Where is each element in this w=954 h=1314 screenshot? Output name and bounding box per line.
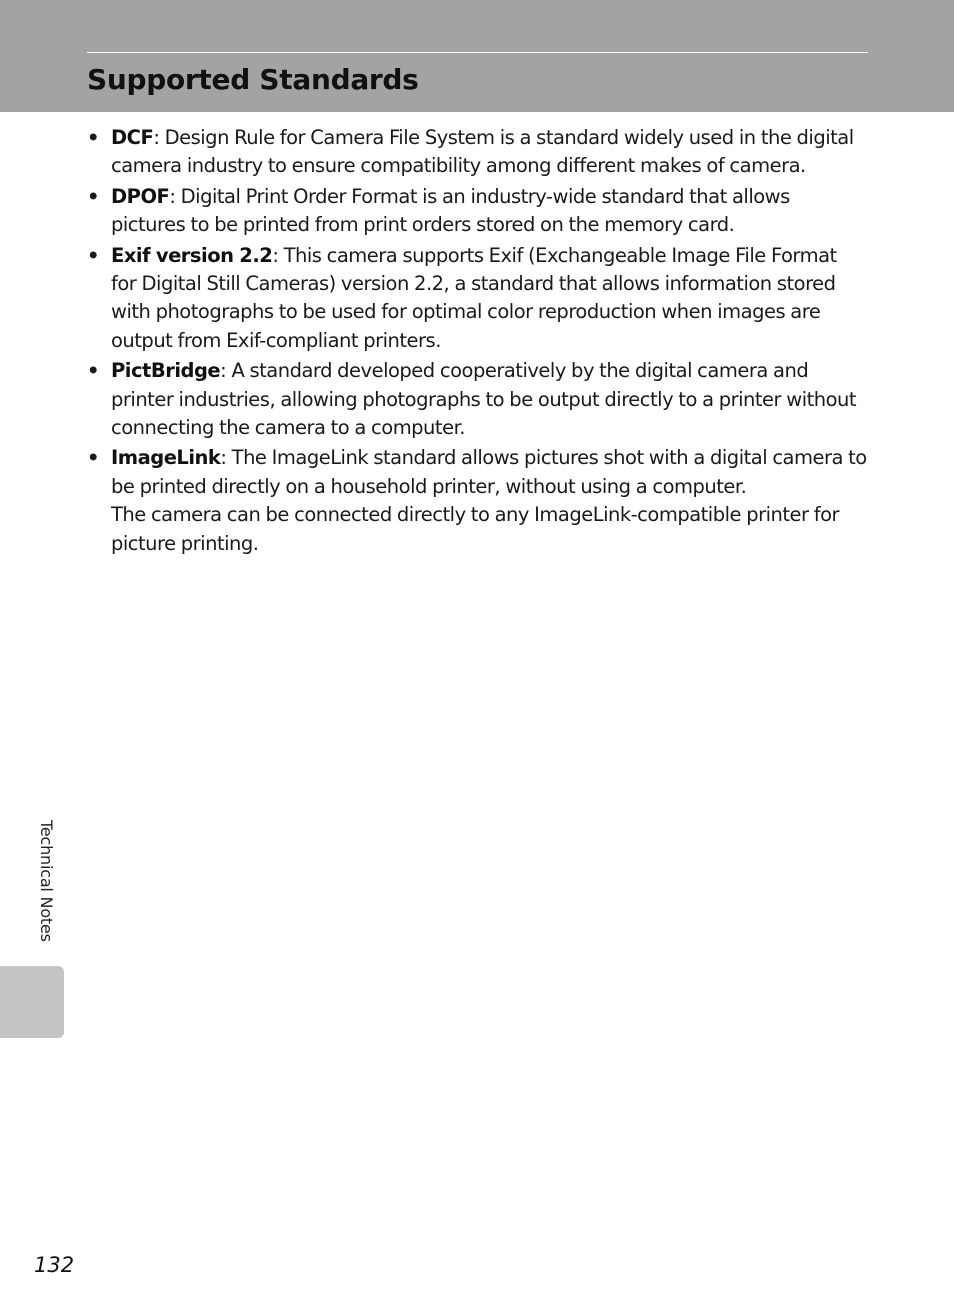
description-pictbridge: : A standard developed cooperatively by the digital camera and printer industries, allowing photographs to be output directly to a printer without connecting the camera to a computer. bbox=[111, 359, 857, 440]
list-item-dpof bbox=[87, 183, 867, 240]
term-exif: Exif version 2.2 bbox=[111, 243, 273, 267]
description-imagelink-extra: The camera can be connected directly to any ImageLink-compatible printer for picture printing. bbox=[111, 503, 840, 555]
bullet-icon: • bbox=[87, 184, 99, 208]
term-pictbridge: PictBridge bbox=[111, 359, 221, 383]
description-dcf: : Design Rule for Camera File System is a standard widely used in the digital camera industry to ensure compatibility among different makes of camera. bbox=[111, 126, 854, 178]
section-side-label: Technical Notes bbox=[37, 820, 56, 942]
bullet-icon: • bbox=[87, 359, 99, 383]
list-item-dcf bbox=[87, 124, 867, 181]
description-dpof: : Digital Print Order Format is an industry-wide standard that allows pictures to be printed from print orders stored on the memory card. bbox=[111, 184, 790, 237]
bullet-icon: • bbox=[87, 126, 99, 149]
section-side-tab bbox=[0, 966, 64, 1038]
bullet-icon: • bbox=[87, 446, 99, 470]
list-item-pictbridge bbox=[87, 357, 867, 442]
page-title: Supported Standards bbox=[87, 63, 419, 96]
list-item-imagelink bbox=[87, 444, 867, 558]
description-imagelink: : The ImageLink standard allows pictures shot with a digital camera to be printed directly on a household printer, without using a computer. bbox=[111, 446, 867, 498]
header-rule bbox=[87, 52, 868, 53]
term-imagelink: ImageLink bbox=[111, 446, 221, 470]
term-dcf: DCF bbox=[111, 126, 154, 149]
description-exif: : This camera supports Exif (Exchangeable Image File Format for Digital Still Cameras) version 2.2, a standard that allows information stored with photographs to be used for optimal color reproduction when images are output from Exif-compliant printers. bbox=[111, 243, 837, 352]
bullet-icon: • bbox=[87, 243, 99, 267]
term-dpof: DPOF bbox=[111, 184, 170, 208]
page-number: 132 bbox=[34, 1253, 75, 1277]
list-item-exif bbox=[87, 242, 867, 356]
standards-list bbox=[87, 124, 867, 560]
